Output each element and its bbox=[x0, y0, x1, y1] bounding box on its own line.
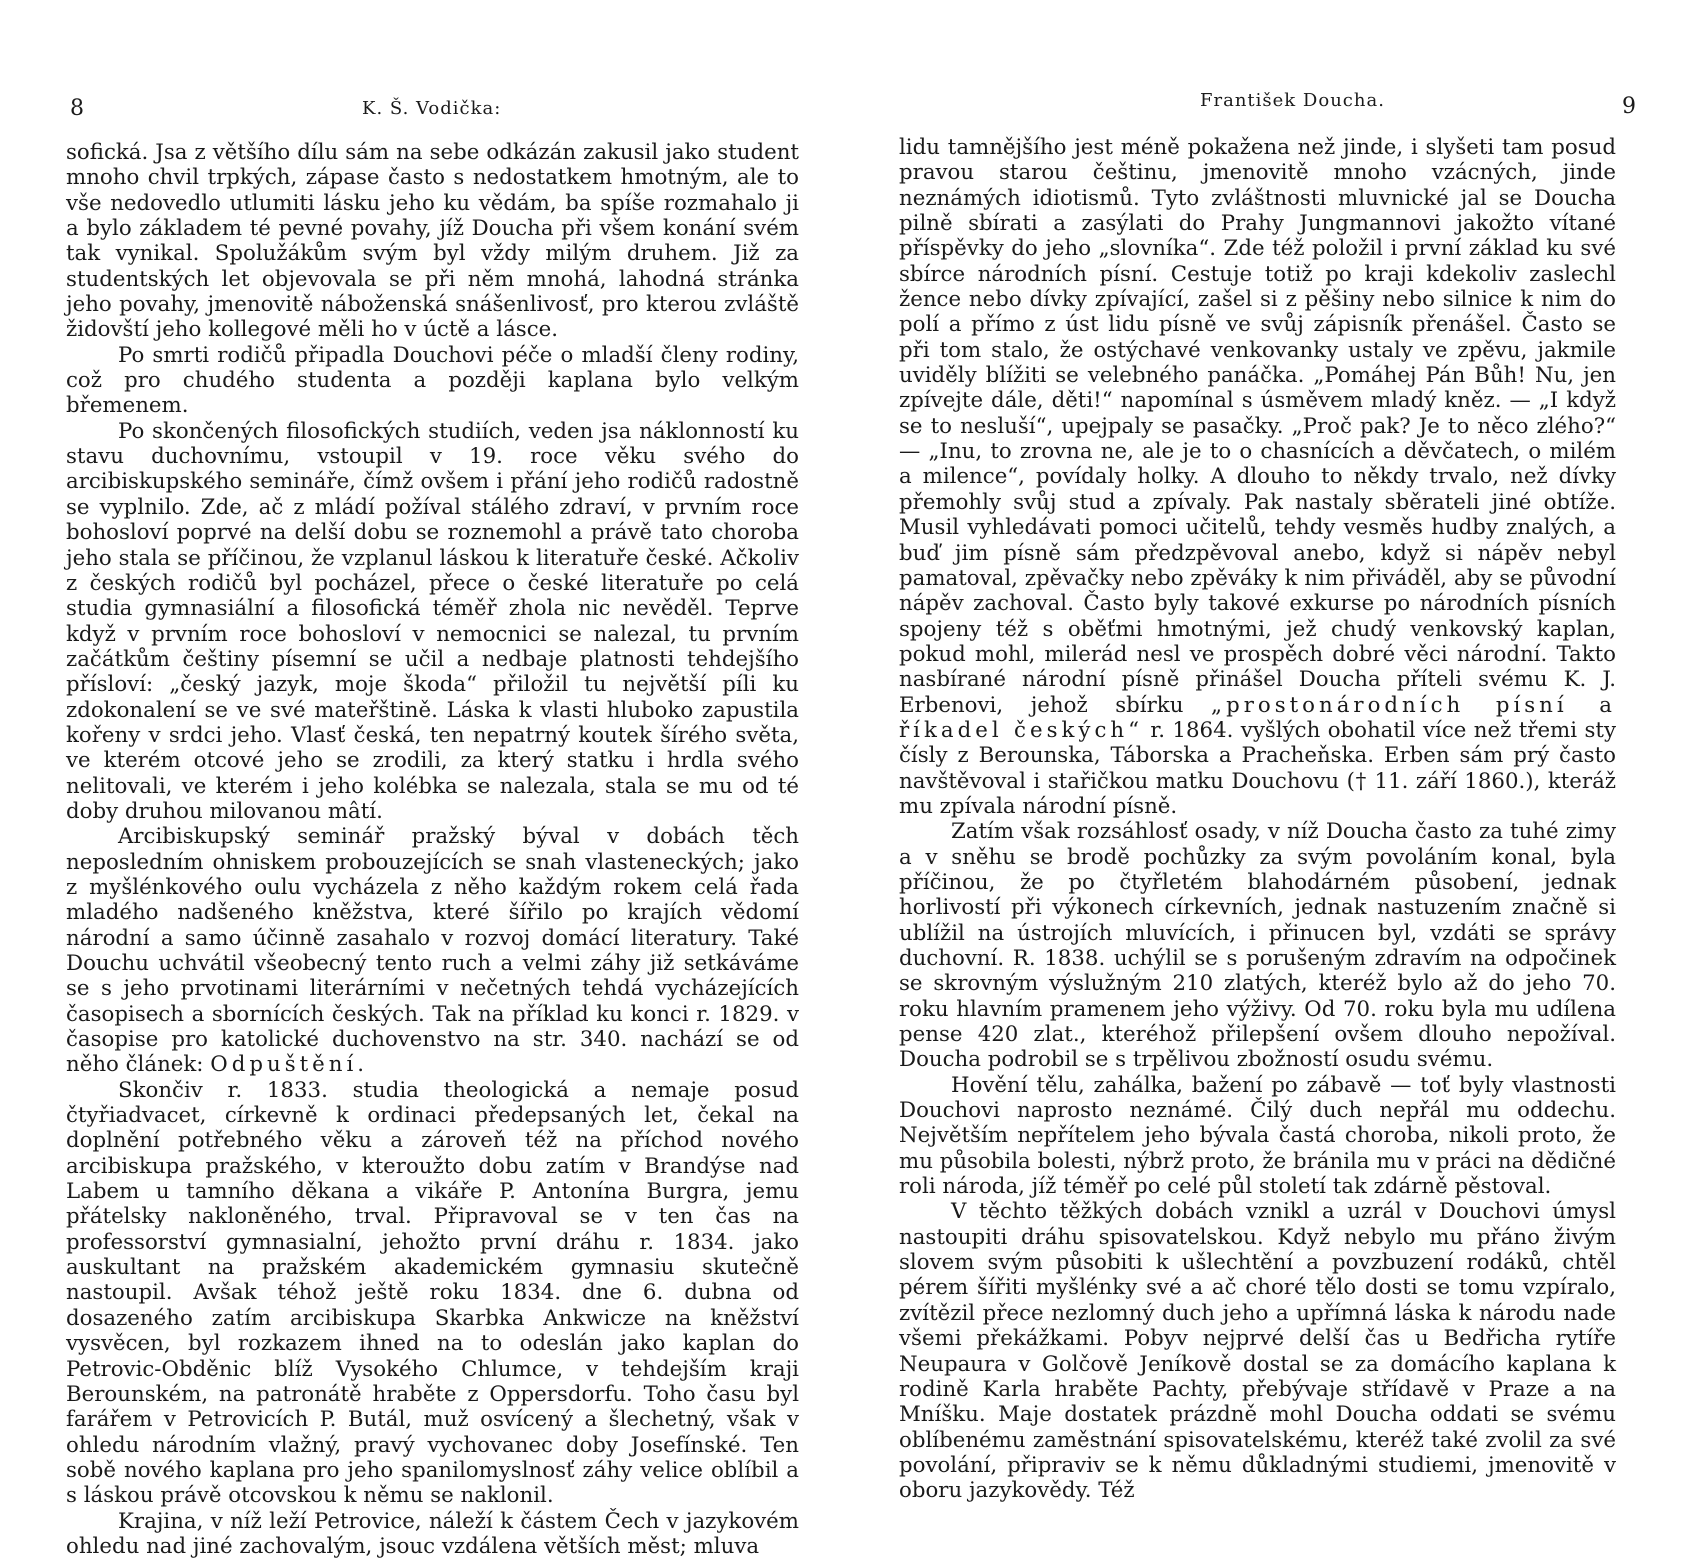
paragraph bbox=[899, 135, 1616, 819]
paragraph-text: Arcibiskupský seminář pražský býval v dobách těch neposledním ohniskem probouzejících se snah vlasteneckých; jako z myšlénkového oulu vycházela z něho každým rokem celá řada mladého nadšeného kněžstva, které šířilo po krajích vědomí národní a samo účinně zasahalo v rozvoj domácí literatury. Také Douchu uchvátil všeobecný tento ruch a velmi záhy již setkáváme se s jeho prvotinami literárními v nečetných tehdá vycházejících časopisech a sbornících českých. Tak na příklad ku konci r. 1829. v časopise pro katolické duchovenstvo na str. 340. nachází se od něho článek: bbox=[66, 824, 799, 1078]
collection-title: „prostonárodních písní a říkadel českých“ bbox=[899, 692, 1616, 743]
paragraph bbox=[66, 824, 799, 1077]
running-head: František Doucha. bbox=[1200, 90, 1385, 111]
article-title: Odpuštění. bbox=[210, 1052, 369, 1078]
paragraph: Skončiv r. 1833. studia theologická a nemaje posud čtyřiadvacet, církevně k ordinaci předepsaných let, čekal na doplnění potřebného věku a zároveň též na příchod nového arcibiskupa pražského, v kteroužto dobu zatím v Brandýse nad Labem u tamního děkana a vikáře P. Antonína Burgra, jemu přátelsky nakloněného, trval. Připravoval se v ten čas na professorství gymnasialní, jehožto první dráhu r. 1834. jako auskultant na pražském akademickém gymnasiu skutečně nastoupil. Avšak téhož ještě roku 1834. dne 6. dubna od dosazeného zatím arcibiskupa Skarbka Ankwicze na kněžství vysvěcen, byl rozkazem ihned na to odeslán jako kaplan do Petrovic-Obděnic blíž Vysokého Chlumce, v tehdejším kraji Berounském, na patronátě hraběte z Oppersdorfu. Toho času byl farářem v Petrovicích P. Butál, muž osvícený a šlechetný, však v ohledu národním vlažný, pravý vychovanec doby Josefínské. Ten sobě nového kaplana pro jeho spanilomyslnosť záhy velice oblíbil a s láskou právě otcovskou k němu se naklonil. bbox=[66, 1077, 799, 1509]
body-text bbox=[66, 140, 799, 1559]
body-text bbox=[899, 135, 1616, 1504]
paragraph: V těchto těžkých dobách vznikl a uzrál v Douchovi úmysl nastoupiti dráhu spisovatelskou. Když nebylo mu přáno živým slovem svým působiti k ušlechtění a povzbuzení rodáků, chtěl pérem šířiti myšlénky své a ač choré tělo dosti se tomu vzpíralo, zvítězil přece nezlomný duch jeho a upřímná láska k národu nade všemi překážkami. Pobyv nejprvé delší čas u Bedřicha rytíře Neupaura v Golčově Jeníkově dostal se za domácího kaplana k rodině Karla hraběte Pachty, přebývaje střídavě v Praze a na Mníšku. Maje dostatek prázdně mohl Doucha oddati se svému oblíbenému zaměstnání spisovatelskému, kteréž také zvolil za své povolání, připraviv se k němu důkladnými studiemi, jmenovitě v oboru jazykovědy. Též bbox=[899, 1199, 1616, 1504]
paragraph-text: r. 1864. vyšlých obohatil více než třemi sty čísly z Berounska, Táborska a Pracheňska. Erben sám prý často navštěvoval i stařičkou matku Douchovu († 11. září 1860.), kteráž mu zpívala národní písně. bbox=[899, 717, 1616, 819]
page-number: 9 bbox=[1622, 94, 1637, 119]
running-head: K. Š. Vodička: bbox=[362, 98, 502, 119]
paragraph-text: lidu tamnějšího jest méně pokažena než jinde, i slyšeti tam posud pravou starou češtinu, jmenovitě mnoho vzácných, jinde neznámých idiotismů. Tyto zvláštnosti mluvnické jal se Doucha pilně sbírati a zasýlati do Prahy Jungmannovi jakožto vítané příspěvky do jeho „slovníka“. Zde též položil i první základ ku své sbírce národních písní. Cestuje totiž po kraji kdekoliv zaslechl žence nebo dívky zpívající, zašel si z pěšiny nebo silnice k nim do polí a přímo z úst lidu písně ve svůj zápisník přenášel. Často se při tom stalo, že ostýchavé venkovanky ustaly ve zpěvu, jakmile uviděly blížiti se velebného panáčka. „Pomáhej Pán Bůh! Nu, jen zpívejte dále, děti!“ napomínal s úsměvem mladý kněz. — „I když se to nesluší“, upejpaly se pasačky. „Proč pak? Je to něco zlého?“ — „Inu, to zrovna ne, ale je to o chasnících a děvčatech, o milém a milence“, povídaly holky. A dlouho to někdy trvalo, než dívky přemohly svůj stud a zpívaly. Pak nastaly sběrateli jiné obtíže. Musil vyhledávati pomoci učitelů, tehdy vesměs hudby znalých, a buď jim písně sám předzpěvoval anebo, když si nápěv nebyl pamatoval, zpěvačky nebo zpěváky k nim přiváděl, aby se původní nápěv zachoval. Často byly takové exkurse po národních písních spojeny též s oběťmi hmotnými, jež chudý venkovský kaplan, pokud mohl, milerád nesl ve prospěch dobré věci národní. Takto nasbírané národní písně přinášel Doucha příteli svému K. J. Erbenovi, jehož sbírku bbox=[899, 135, 1616, 718]
paragraph: Po skončených filosofických studiích, veden jsa náklonností ku stavu duchovnímu, vstoupil v 19. roce věku svého do arcibiskupského semináře, čímž ovšem i přání jeho rodičů radostně se vyplnilo. Zde, ač z mládí požíval stálého zdraví, v prvním roce bohosloví poprvé na delší dobu se roznemohl a právě tato choroba jeho stala se příčinou, že vzplanul láskou k literatuře české. Ačkoliv z českých rodičů byl pocházel, přece o české literatuře po celá studia gymnasiální a filosofická téměř zhola nic nevěděl. Teprve když v prvním roce bohosloví v nemocnici se nalezal, tu prvním začátkům češtiny písemní se učil a nedbaje platnosti tehdejšího přísloví: „český jazyk, moje škoda“ přiložil tu největší píli ku zdokonalení se ve své mateřštině. Láska k vlasti hluboko zapustila kořeny v srdci jeho. Vlasť česká, ten nepatrný koutek šírého světa, ve kterém otcové jeho se zrodili, za který statku i hrdla svého nelitovali, ve kterém i jeho kolébka se nalezala, stala se mu od té doby druhou milovanou mâtí. bbox=[66, 418, 799, 824]
paragraph: Krajina, v níž leží Petrovice, náleží k částem Čech v jazykovém ohledu nad jiné zachovalým, jsouc vzdálena větších měst; mluva bbox=[66, 1508, 799, 1559]
paragraph: Po smrti rodičů připadla Douchovi péče o mladší členy rodiny, což pro chudého studenta a později kaplana bylo velkým břemenem. bbox=[66, 342, 799, 419]
page-number: 8 bbox=[70, 96, 85, 121]
paragraph: Zatím však rozsáhlosť osady, v níž Doucha často za tuhé zimy a v sněhu se brodě pochůzky za svým povoláním konal, byla příčinou, že po čtyřletém blahodárném působení, jednak horlivostí při výkonech církevních, jednak nastuzením značně si ublížil na ústrojích mluvících, i přinucen byl, vzdáti se správy duchovní. R. 1838. uchýlil se s porušeným zdravím na odpočinek se skrovným výslužným 210 zlatých, kteréž bylo až do jeho 70. roku hlavním pramenem jeho výživy. Od 70. roku byla mu udílena pense 420 zlat., kteréhož přilepšení ovšem dlouho nepožíval. Doucha podrobil se s trpělivou zbožností osudu svému. bbox=[899, 819, 1616, 1073]
paragraph: sofická. Jsa z většího dílu sám na sebe odkázán zakusil jako student mnoho chvil trpkých, zápase často s nedostatkem hmotným, ale to vše nedovedlo utlumiti lásku jeho ku vědám, ba spíše rozmahalo ji a bylo základem té pevné povahy, jíž Doucha při všem konání svém tak vynikal. Spolužákům svým byl vždy milým druhem. Již za studentských let objevovala se při něm mnohá, lahodná stránka jeho povahy, jmenovitě náboženská snášenlivosť, pro kterou zvláště židovští jeho kollegové měli ho v úctě a lásce. bbox=[66, 140, 799, 343]
paragraph: Hovění tělu, zahálka, bažení po zábavě — toť byly vlastnosti Douchovi naprosto neznámé. Čilý duch nepřál mu oddechu. Největším nepřítelem jeho bývala častá choroba, nikoli proto, že mu působila bolesti, nýbrž proto, že bránila mu v práci na dědičné roli národa, jíž téměř po celé půl století tak zdárně pěstoval. bbox=[899, 1072, 1616, 1200]
